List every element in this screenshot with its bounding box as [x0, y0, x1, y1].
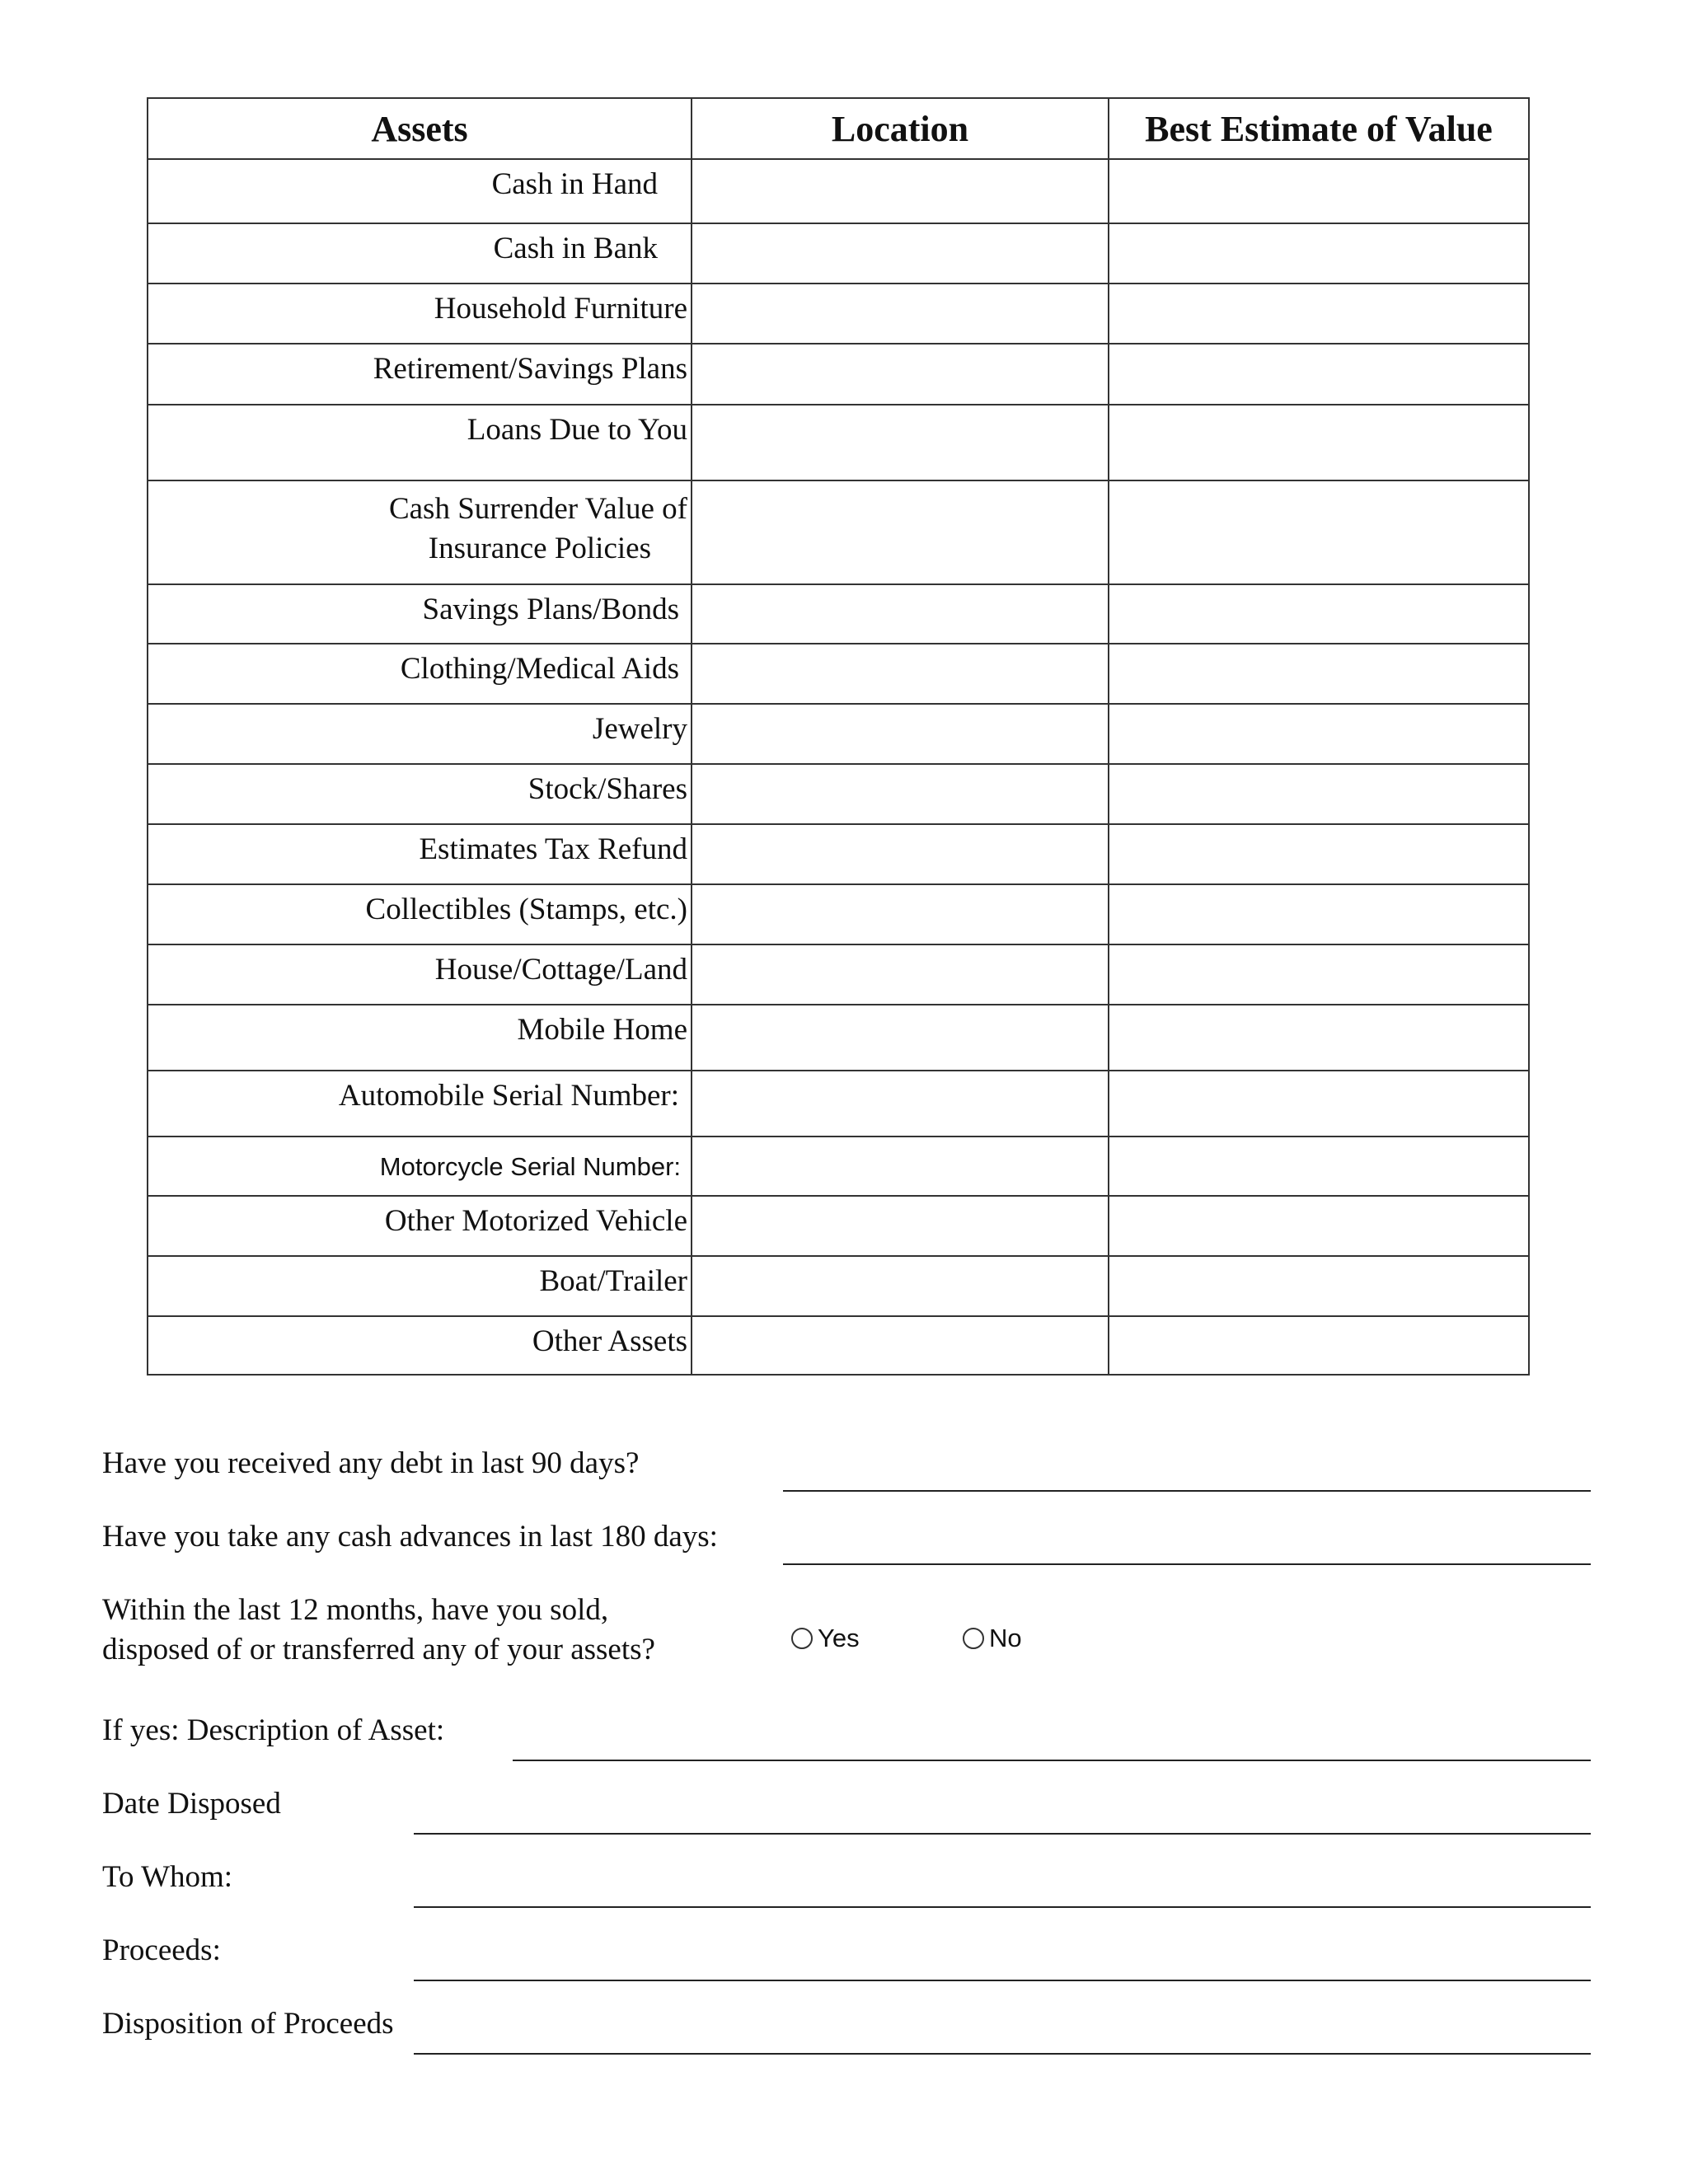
row-label-automobile: Automobile Serial Number: — [148, 1071, 692, 1137]
row-label-collectibles: Collectibles (Stamps, etc.) — [148, 884, 692, 944]
table-row — [148, 764, 1529, 824]
value-field-household-furniture[interactable] — [1109, 284, 1529, 344]
row-label-cash-in-hand: Cash in Hand — [148, 159, 692, 223]
answer-line-date-disposed[interactable] — [414, 1833, 1591, 1835]
location-field-mobile-home[interactable] — [692, 1005, 1109, 1071]
answer-line-disposition[interactable] — [414, 2053, 1591, 2055]
location-field-house-cottage[interactable] — [692, 944, 1109, 1005]
table-row — [148, 223, 1529, 284]
location-field-cash-in-hand[interactable] — [692, 159, 1109, 223]
row-label-tax-refund: Estimates Tax Refund — [148, 824, 692, 884]
answer-line-debt-90-days[interactable] — [783, 1490, 1591, 1492]
row-label-savings-bonds: Savings Plans/Bonds — [148, 584, 692, 644]
question-cash-advances: Have you take any cash advances in last 180 days: — [102, 1520, 718, 1554]
value-field-cash-surrender[interactable] — [1109, 480, 1529, 584]
table-row — [148, 1005, 1529, 1071]
row-label-loans-due: Loans Due to You — [148, 405, 692, 480]
table-row — [148, 824, 1529, 884]
row-label-boat-trailer: Boat/Trailer — [148, 1256, 692, 1316]
value-field-cash-in-hand[interactable] — [1109, 159, 1529, 223]
row-label-house-cottage: House/Cottage/Land — [148, 944, 692, 1005]
table-row — [148, 584, 1529, 644]
header-assets: Assets — [148, 98, 692, 159]
table-row — [148, 1137, 1529, 1196]
row-label-retirement-savings: Retirement/Savings Plans — [148, 344, 692, 405]
row-label-clothing-medical: Clothing/Medical Aids — [148, 644, 692, 704]
radio-no-label: No — [989, 1624, 1022, 1652]
question-disposed-line2: disposed of or transferred any of your assets? — [102, 1633, 655, 1666]
value-field-loans-due[interactable] — [1109, 405, 1529, 480]
table-row — [148, 944, 1529, 1005]
value-field-jewelry[interactable] — [1109, 704, 1529, 764]
value-field-collectibles[interactable] — [1109, 884, 1529, 944]
header-value: Best Estimate of Value — [1109, 98, 1529, 159]
table-row — [148, 1256, 1529, 1316]
radio-circle-icon[interactable] — [791, 1628, 813, 1649]
table-row — [148, 644, 1529, 704]
label-date-disposed: Date Disposed — [102, 1787, 281, 1821]
radio-yes-label: Yes — [818, 1624, 860, 1652]
location-field-cash-surrender[interactable] — [692, 480, 1109, 584]
location-field-clothing-medical[interactable] — [692, 644, 1109, 704]
location-field-jewelry[interactable] — [692, 704, 1109, 764]
table-row — [148, 704, 1529, 764]
value-field-savings-bonds[interactable] — [1109, 584, 1529, 644]
location-field-retirement-savings[interactable] — [692, 344, 1109, 405]
label-proceeds: Proceeds: — [102, 1933, 221, 1967]
location-field-loans-due[interactable] — [692, 405, 1109, 480]
location-field-boat-trailer[interactable] — [692, 1256, 1109, 1316]
header-location: Location — [692, 98, 1109, 159]
location-field-automobile[interactable] — [692, 1071, 1109, 1137]
table-row — [148, 159, 1529, 223]
radio-circle-icon[interactable] — [963, 1628, 984, 1649]
value-field-retirement-savings[interactable] — [1109, 344, 1529, 405]
question-disposed-line1: Within the last 12 months, have you sold, — [102, 1593, 609, 1627]
row-label-other-vehicle: Other Motorized Vehicle — [148, 1196, 692, 1256]
value-field-boat-trailer[interactable] — [1109, 1256, 1529, 1316]
table-row — [148, 405, 1529, 480]
location-field-cash-in-bank[interactable] — [692, 223, 1109, 284]
label-to-whom: To Whom: — [102, 1860, 233, 1894]
table-row — [148, 344, 1529, 405]
table-row — [148, 284, 1529, 344]
table-row — [148, 1071, 1529, 1137]
value-field-automobile[interactable] — [1109, 1071, 1529, 1137]
location-field-other-assets[interactable] — [692, 1316, 1109, 1375]
radio-no[interactable] — [963, 1624, 1022, 1653]
label-disposition-of-proceeds: Disposition of Proceeds — [102, 2007, 394, 2041]
table-row — [148, 1196, 1529, 1256]
row-label-mobile-home: Mobile Home — [148, 1005, 692, 1071]
location-field-other-vehicle[interactable] — [692, 1196, 1109, 1256]
row-label-motorcycle: Motorcycle Serial Number: — [148, 1137, 692, 1196]
location-field-collectibles[interactable] — [692, 884, 1109, 944]
value-field-cash-in-bank[interactable] — [1109, 223, 1529, 284]
answer-line-proceeds[interactable] — [414, 1980, 1591, 1981]
value-field-mobile-home[interactable] — [1109, 1005, 1529, 1071]
value-field-other-vehicle[interactable] — [1109, 1196, 1529, 1256]
question-debt-90-days: Have you received any debt in last 90 days? — [102, 1446, 640, 1480]
row-label-other-assets: Other Assets — [148, 1316, 692, 1375]
label-description-of-asset: If yes: Description of Asset: — [102, 1713, 445, 1747]
value-field-stock-shares[interactable] — [1109, 764, 1529, 824]
table-row — [148, 1316, 1529, 1375]
table-row — [148, 480, 1529, 584]
location-field-tax-refund[interactable] — [692, 824, 1109, 884]
location-field-motorcycle[interactable] — [692, 1137, 1109, 1196]
row-label-cash-surrender — [148, 480, 692, 584]
row-label-stock-shares: Stock/Shares — [148, 764, 692, 824]
value-field-clothing-medical[interactable] — [1109, 644, 1529, 704]
row-label-household-furniture: Household Furniture — [148, 284, 692, 344]
value-field-house-cottage[interactable] — [1109, 944, 1529, 1005]
row-label-cash-surrender-line2: Insurance Policies — [428, 532, 651, 565]
row-label-cash-surrender-line1: Cash Surrender Value of — [388, 492, 687, 526]
answer-line-to-whom[interactable] — [414, 1906, 1591, 1908]
table-row — [148, 884, 1529, 944]
answer-line-description[interactable] — [513, 1760, 1591, 1761]
radio-yes[interactable] — [791, 1624, 860, 1653]
row-label-jewelry: Jewelry — [148, 704, 692, 764]
location-field-household-furniture[interactable] — [692, 284, 1109, 344]
table-header-row — [148, 98, 1529, 159]
value-field-motorcycle[interactable] — [1109, 1137, 1529, 1196]
location-field-stock-shares[interactable] — [692, 764, 1109, 824]
assets-table — [147, 97, 1530, 1376]
value-field-other-assets[interactable] — [1109, 1316, 1529, 1375]
answer-line-cash-advances[interactable] — [783, 1563, 1591, 1565]
row-label-cash-in-bank: Cash in Bank — [148, 223, 692, 284]
value-field-tax-refund[interactable] — [1109, 824, 1529, 884]
location-field-savings-bonds[interactable] — [692, 584, 1109, 644]
